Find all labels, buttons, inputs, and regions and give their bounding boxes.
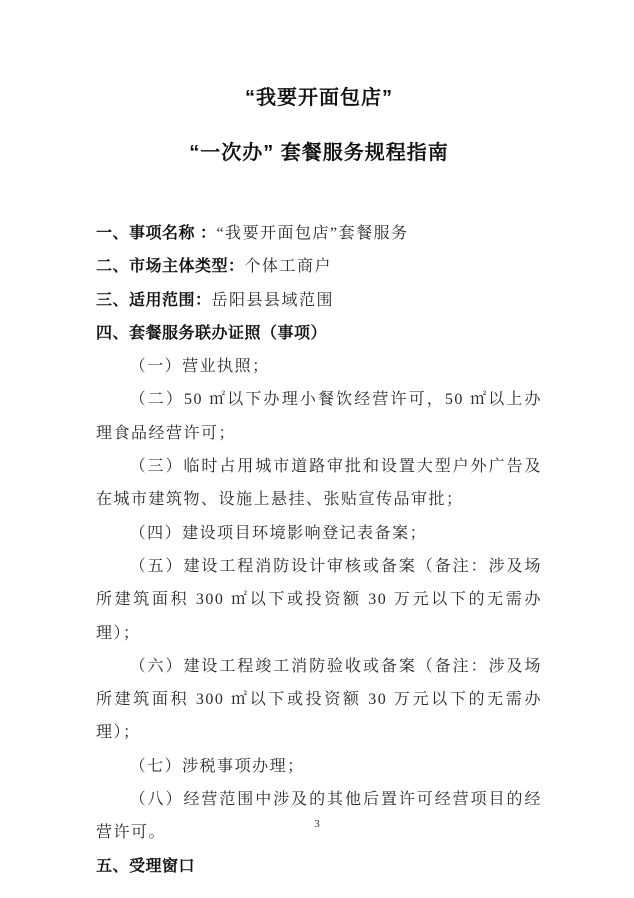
list-item-5: （五）建设工程消防设计审核或备案（备注：涉及场所建筑面积 300 ㎡以下或投资额 30 万元以下的无需办理）； — [96, 557, 542, 642]
section-heading-3 — [96, 284, 542, 317]
list-item-6: （六）建设工程竣工消防验收或备案（备注：涉及场所建筑面积 300 ㎡以下或投资额 30 万元以下的无需办理）； — [96, 657, 542, 742]
section-heading-1 — [96, 217, 542, 250]
document-title-line1: “我要开面包店” — [245, 87, 393, 109]
document-body — [96, 217, 542, 883]
list-item-2: （二）50 ㎡以下办理小餐饮经营许可，50 ㎡以上办理食品经营许可； — [96, 391, 542, 442]
section-heading-4-label: 四、套餐服务联办证照（事项） — [96, 324, 328, 342]
section-heading-5-label: 五、受理窗口 — [96, 857, 196, 875]
section-heading-1-value: “我要开面包店”套餐服务 — [216, 225, 409, 242]
document-title-line2: “一次办” 套餐服务规程指南 — [189, 142, 449, 164]
list-item-1: （一）营业执照； — [129, 358, 270, 376]
section-heading-2-value: 个体工商户 — [244, 258, 333, 276]
section-heading-2 — [96, 250, 542, 283]
section-heading-2-label: 二、市场主体类型： — [96, 258, 245, 276]
document-content — [96, 0, 542, 883]
list-item-3: （三）临时占用城市道路审批和设置大型户外广告及在城市建筑物、设施上悬挂、张贴宣传品审批； — [96, 458, 542, 509]
section-heading-3-label: 三、适用范围： — [96, 291, 212, 309]
section-heading-1-label: 一、事项名称 ： — [96, 225, 217, 242]
list-item-4: （四）建设项目环境影响登记表备案； — [129, 524, 428, 542]
page-number: 3 — [314, 818, 320, 830]
list-item-8: （八）经营范围中涉及的其他后置许可经营项目的经营许可。 — [96, 791, 542, 842]
section-heading-4 — [96, 317, 542, 350]
section-heading-3-value: 岳阳县县域范围 — [211, 291, 335, 309]
section-heading-5 — [96, 850, 542, 883]
list-item-7: （七）涉税事项办理； — [129, 757, 305, 775]
